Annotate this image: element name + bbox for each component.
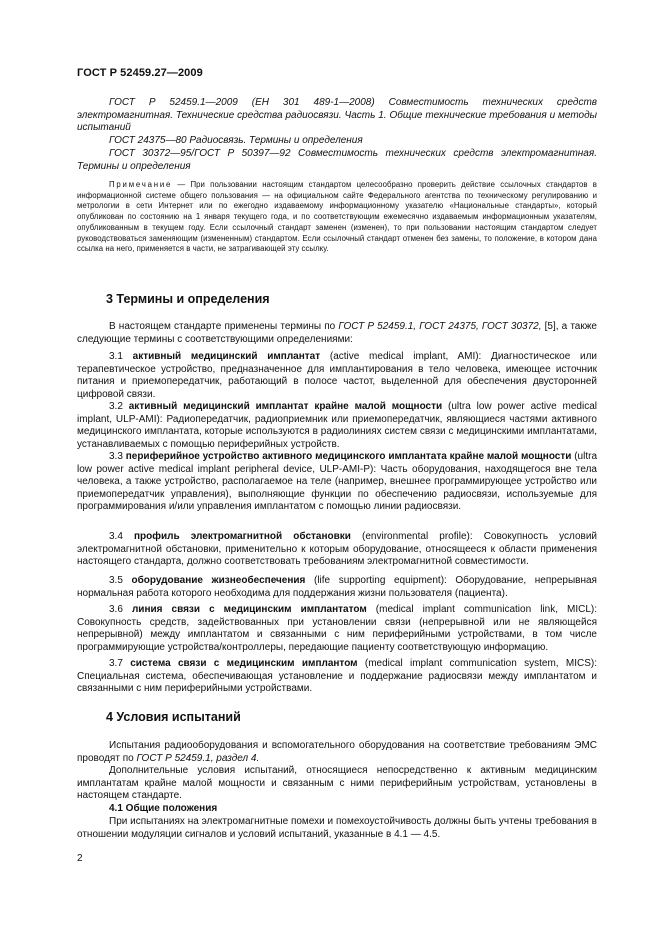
term-3-4: [77, 531, 597, 569]
document-header: ГОСТ Р 52459.27—2009: [77, 67, 203, 79]
term-definition: (active medical implant, AMI): Диагностическое или терапевтическое устройство, предназначенное для имплантирования в тело человека, имеющее источник питания и приемопередатчик, работающий в полосе частот, выделенной для обеспечения двусторонней цифровой связи.: [77, 351, 597, 400]
term-definition: (medical implant communication link, MICL): Совокупность средств, задействованных при установлении связи (непрерывной или не являющейся непрерывной) между имплантатом и связанными с ним периферийными устройствами, в том числе программирующие устройства/контроллеры, передающие пациенту соответствующую информацию.: [77, 604, 598, 653]
term-definition: (ultra low power active medical implant peripheral device, ULP-AMI-P): Часть оборудования, находящегося вне тела человека, а также устройство, располагаемое на теле (например, внешнее программирующее устройство или приемопередатчик управления), выполняющие функции по обеспечению радиосвязи, используемые для программирования и/или управления имплантатом с помощью линии радиосвязи.: [77, 451, 597, 513]
term-number: 3.7: [109, 658, 131, 669]
term-3-7: [77, 658, 597, 696]
term-name: линия связи с медицинским имплантатом: [131, 604, 367, 615]
term-3-6: [77, 604, 597, 654]
term-definition: (medical implant communication system, MICS): Специальная система, обеспечивающая установление и поддержание радиосвязи между имплантатом и связанными с ним периферийными устройствами.: [77, 658, 597, 695]
term-definition: (ultra low power active medical implant, ULP-AMI): Радиопередатчик, радиоприемник или приемопередатчик, являющиеся частями активного медицинского имплантата, которые используются в радиолиниях систем связи с медицинскими имплантатами, устанавливаемых с помощью периферийных устройств.: [77, 401, 597, 450]
p1-text: Испытания радиооборудования и вспомогательного оборудования на соответствие требованиям ЭМС проводят по: [77, 740, 597, 764]
term-3-5: [77, 575, 597, 600]
term-name: оборудование жизнеобеспечения: [131, 575, 306, 586]
note-label: Примечание: [109, 180, 173, 189]
term-number: 3.2: [109, 401, 129, 412]
p1-reference: ГОСТ Р 52459.1, раздел 4.: [136, 752, 260, 764]
term-name: профиль электромагнитной обстановки: [134, 531, 351, 542]
term-number: 3.5: [109, 575, 132, 586]
term-definition: (environmental profile): Совокупность условий электромагнитной обстановки, применительно к которым оборудование, относящееся к области применения настоящего стандарта, должно соответствовать требованиям электромагнитной совместимости.: [77, 531, 598, 568]
term-name: активный медицинский имплантат крайне малой мощности: [128, 401, 443, 412]
section-4-heading: 4 Условия испытаний: [106, 710, 241, 724]
term-3-2: [77, 401, 597, 451]
section-4-paragraph-2: Дополнительные условия испытаний, относящиеся непосредственно к активным медицинским имплантатам крайне малой мощности и связанным с ними периферийным устройствам, установлены в настоящем стандарте.: [77, 765, 597, 802]
intro-text-pre: В настоящем стандарте применены термины по: [109, 321, 339, 332]
subsection-4-1-heading: 4.1 Общие положения: [109, 803, 218, 814]
note-text: — При пользовании настоящим стандартом целесообразно проверить действие ссылочных стандартов в информационной системе общего пользования — на официальном сайте Федерального агентства по техническому регулированию и метрологии в сети Интернет или по ежегодно издаваемому информационному указателю «Национальные стандарты», который опубликован по состоянию на 1 января текущего года, и по соответствующим ежемесячно издаваемым информационным указателям, опубликованным в текущем году. Если ссылочный стандарт заменен (изменен), то при пользовании настоящим стандартом следует руководствоваться заменяющим (измененным) стандартом. Если ссылочный стандарт отменен без замены, то положение, в котором дана ссылка на него, применяется в части, не затрагивающей эту ссылку.: [77, 180, 597, 254]
term-number: 3.3: [109, 451, 126, 462]
section-4-paragraph-1: [77, 740, 597, 765]
reference-gost-24375: ГОСТ 24375—80 Радиосвязь. Термины и определения: [109, 135, 363, 146]
section-4-1-paragraph: При испытаниях на электромагнитные помехи и помехоустойчивость должны быть учтены требования в отношении модуляции сигналов и условий испытаний, указанные в 4.1 — 4.5.: [77, 816, 597, 840]
section-3-heading: 3 Термины и определения: [106, 292, 270, 306]
section-3-intro: [77, 321, 597, 346]
term-definition: (life supporting equipment): Оборудование, непрерывная нормальная работа которого необходима для поддержания жизни пользователя (пациента).: [77, 575, 597, 599]
term-number: 3.6: [109, 604, 132, 615]
reference-gost-52459-1: ГОСТ Р 52459.1—2009 (ЕН 301 489-1—2008) Совместимость технических средств электромагнитная. Технические средства радиосвязи. Часть 1. Общие технические требования и методы испытаний: [77, 97, 597, 134]
page-number: 2: [77, 853, 83, 864]
term-3-1: [77, 351, 597, 401]
term-name: система связи с медицинским имплантом: [130, 658, 358, 669]
term-3-3: [77, 451, 597, 514]
term-number: 3.4: [109, 531, 135, 542]
term-number: 3.1: [109, 351, 133, 362]
intro-text-post: [5], а также следующие термины с соответствующими определениями:: [77, 321, 597, 345]
note-paragraph: [77, 180, 597, 255]
intro-references: ГОСТ Р 52459.1, ГОСТ 24375, ГОСТ 30372,: [338, 321, 542, 332]
term-name: периферийное устройство активного медицинского имплантата крайне малой мощности: [125, 451, 572, 462]
reference-gost-30372: ГОСТ 30372—95/ГОСТ Р 50397—92 Совместимость технических средств электромагнитная. Термины и определения: [77, 148, 597, 172]
term-name: активный медицинский имплантат: [132, 351, 321, 362]
